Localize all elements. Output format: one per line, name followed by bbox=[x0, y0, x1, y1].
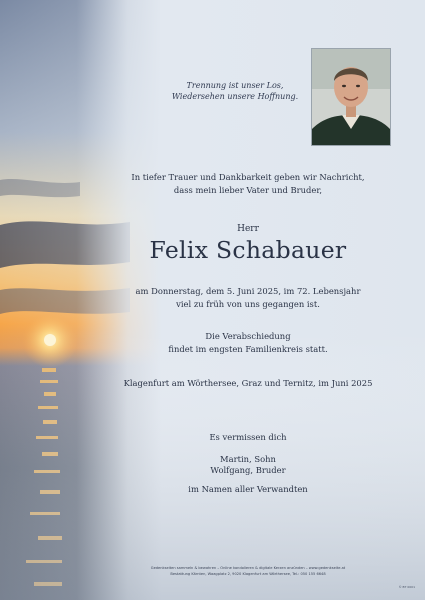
mourner-2: Wolfgang, Bruder bbox=[210, 464, 286, 475]
honorific: Herr bbox=[237, 224, 259, 234]
quote-line-2: Wiedersehen unsere Hoffnung. bbox=[171, 92, 299, 101]
farewell-notice bbox=[70, 330, 425, 356]
quote-line-1: Trennung ist unser Los, bbox=[186, 81, 284, 90]
death-notice bbox=[70, 285, 425, 311]
deceased-name: Felix Schabauer bbox=[149, 236, 347, 264]
place-and-date: Klagenfurt am Wörthersee, Graz und Ternitz, im Juni 2025 bbox=[123, 378, 373, 388]
mourner-1: Martin, Sohn bbox=[220, 454, 276, 464]
footer-line-2: Bestattung Kärnten, Waagplatz 2, 9020 Klagenfurt am Wörthersee, Tel.: 050 155 6648 bbox=[170, 571, 326, 576]
memorial-quote bbox=[160, 80, 310, 102]
farewell-line-1: Die Verabschiedung bbox=[205, 331, 291, 341]
footer-line-1: Gedenkseiten sammeln & bewahren – Online kondolieren & digitale Kerzen anzünden – www.gedenkseite.at bbox=[150, 566, 346, 570]
portrait-photo bbox=[311, 48, 391, 146]
footer-info bbox=[70, 566, 425, 577]
farewell-line-2: findet im engsten Familienkreis statt. bbox=[168, 344, 328, 354]
death-line-2: viel zu früh von uns gegangen ist. bbox=[176, 299, 320, 309]
mourners-list bbox=[70, 454, 425, 475]
death-line-1: am Donnerstag, dem 5. Juni 2025, im 72. Lebensjahr bbox=[135, 286, 361, 296]
portrait-image bbox=[312, 49, 390, 145]
document-code: © BT 0001 bbox=[398, 585, 415, 589]
missed-by-heading: Es vermissen dich bbox=[209, 432, 287, 442]
announcement-intro bbox=[70, 171, 425, 197]
relatives-line: im Namen aller Verwandten bbox=[188, 484, 308, 494]
intro-line-2: dass mein lieber Vater und Bruder, bbox=[173, 185, 323, 195]
intro-line-1: In tiefer Trauer und Dankbarkeit geben wir Nachricht, bbox=[131, 172, 365, 182]
